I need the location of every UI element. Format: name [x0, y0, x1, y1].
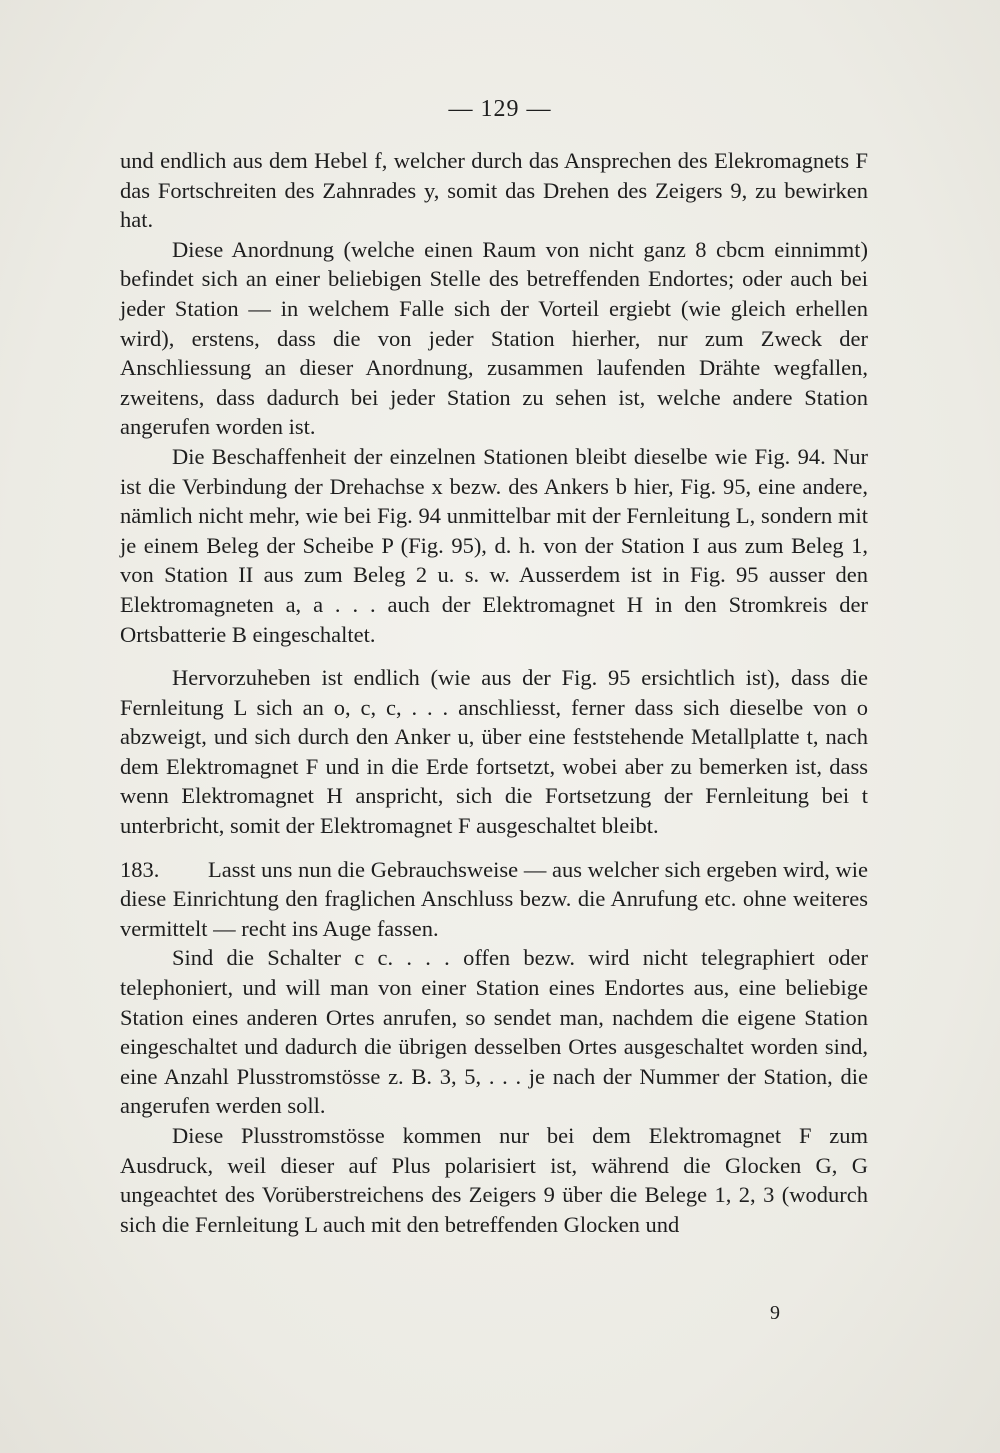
body-text-top	[120, 146, 868, 1239]
paragraph-4: Hervorzuheben ist endlich (wie aus der Fig. 95 ersichtlich ist), dass die Fernleitung L sich an o, c, c, . . . anschliesst, ferner dass sich dieselbe von o abzweigt, und sich durch den Anker u, über eine feststehende Metallplatte t, nach dem Elektromagnet F und in die Erde fortsetzt, wobei aber zu bemerken ist, dass wenn Elektromagnet H anspricht, sich die Fortsetzung der Fernleitung bei t unterbricht, somit der Elektromagnet F ausgeschaltet bleibt.	[120, 665, 868, 839]
signature-mark: 9	[770, 1302, 780, 1324]
paragraph-6: Sind die Schalter c c. . . . offen bezw. wird nicht telegraphiert oder telephoniert, und will man von einer Station eines Endortes aus, eine beliebige Station eines anderen Ortes anrufen, so sendet man, nachdem die eigene Station eingeschaltet und dadurch die übrigen desselben Ortes ausgeschaltet worden sind, eine Anzahl Plusstromstösse z. B. 3, 5, . . . je nach der Nummer der Station, die angerufen werden soll.	[120, 945, 868, 1119]
spacer	[120, 841, 868, 855]
paragraph-5-text: Lasst uns nun die Gebrauchsweise — aus welcher sich ergeben wird, wie diese Einrichtung den fraglichen Anschluss bezw. die Anrufung etc. ohne weiteres vermittelt — recht ins Auge fassen.	[120, 856, 868, 941]
paragraph-1: und endlich aus dem Hebel f, welcher durch das Ansprechen des Elekromagnets F das Fortschreiten des Zahnrades y, somit das Drehen des Zeigers 9, zu bewirken hat.	[120, 148, 868, 233]
paragraph-7: Diese Plusstromstösse kommen nur bei dem Elektromagnet F zum Ausdruck, weil dieser auf Plus polarisiert ist, während die Glocken G, G ungeachtet des Vorüberstreichens des Zeigers 9 über die Belege 1, 2, 3 (wodurch sich die Fernleitung L auch mit den betreffenden Glocken und	[120, 1123, 868, 1237]
spacer	[120, 649, 868, 663]
paragraph-2: Diese Anordnung (welche einen Raum von nicht ganz 8 cbcm einnimmt) befindet sich an einer beliebigen Stelle des betreffenden Endortes; oder auch bei jeder Station — in welchem Falle sich der Vorteil ergiebt (wie gleich erhellen wird), erstens, dass die von jeder Station hierher, nur zum Zweck der Anschliessung an dieser Anordnung, zusammen laufenden Drähte wegfallen, zweitens, dass dadurch bei jeder Station zu sehen ist, welche andere Station angerufen worden ist.	[120, 236, 868, 440]
section-number: 183.	[120, 856, 160, 882]
paragraph-3: Die Beschaffenheit der einzelnen Stationen bleibt dieselbe wie Fig. 94. Nur ist die Verbindung der Drehachse x bezw. des Ankers b hier, Fig. 95, eine andere, nämlich nicht mehr, wie bei Fig. 94 unmittelbar mit der Fernleitung L, sondern mit je einem Beleg der Scheibe P (Fig. 95), d. h. von der Station I aus zum Beleg 1, von Station II aus zum Beleg 2 u. s. w. Ausserdem ist in Fig. 95 ausser den Elektromagneten a, a . . . auch der Elektromagnet H in den Stromkreis der Ortsbatterie B eingeschaltet.	[120, 443, 868, 647]
page-number-header: — 129 —	[448, 96, 552, 122]
paragraph-5-section	[120, 855, 868, 944]
